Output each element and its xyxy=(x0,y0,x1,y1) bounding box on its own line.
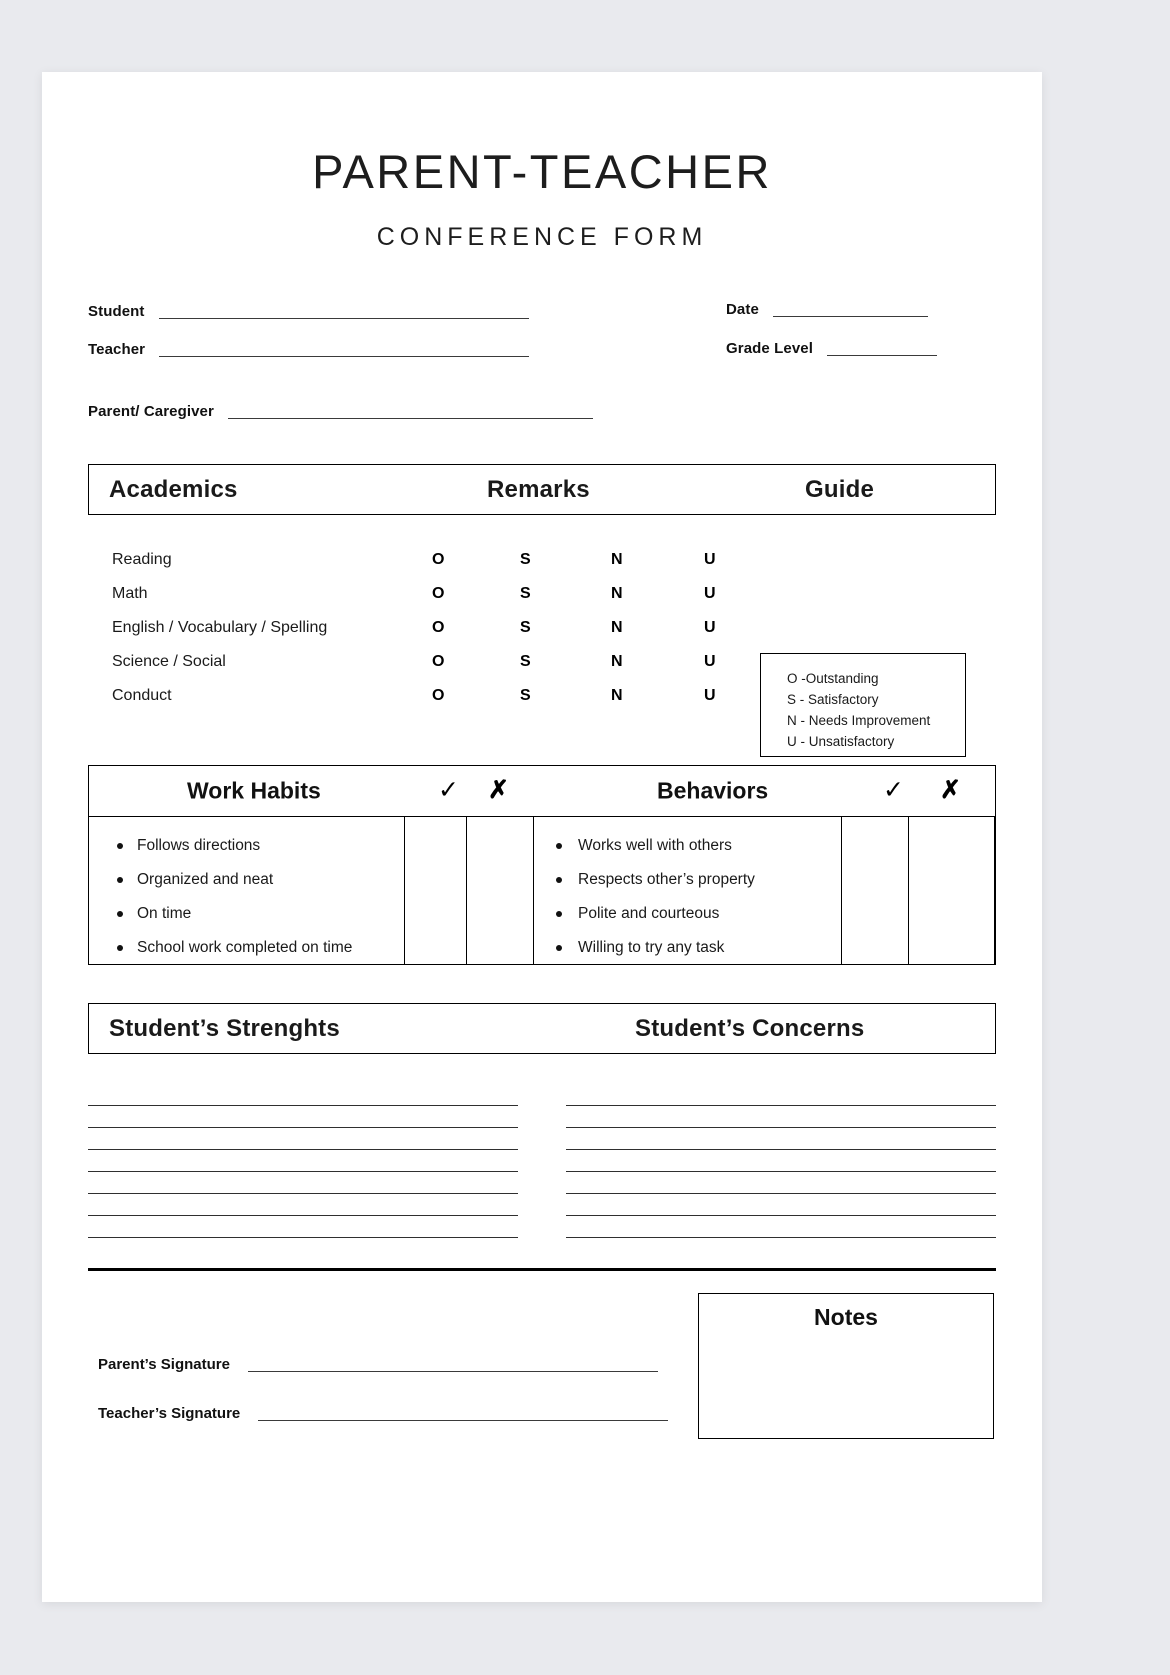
form-page xyxy=(42,72,1042,1602)
guide-legend-item: U - Unsatisfactory xyxy=(787,734,895,749)
academics-row xyxy=(88,543,996,577)
list-item-label: Polite and courteous xyxy=(578,905,720,922)
strengths-concerns-header-bar xyxy=(88,1003,996,1054)
write-line[interactable] xyxy=(88,1172,518,1194)
footer-section xyxy=(88,1271,996,1461)
bullet-icon xyxy=(117,877,123,883)
subject-label: Science / Social xyxy=(112,653,226,670)
write-line[interactable] xyxy=(566,1128,996,1150)
strengths-concerns-writing-area xyxy=(88,1084,996,1238)
field-teacher-label: Teacher xyxy=(88,341,146,358)
list-item-label: On time xyxy=(137,905,192,922)
mark-option-n[interactable]: N xyxy=(611,619,623,636)
guide-legend-box xyxy=(760,653,966,757)
behaviors-list-column xyxy=(534,817,842,964)
mark-option-s[interactable]: S xyxy=(520,653,531,670)
mark-option-s[interactable]: S xyxy=(520,585,531,602)
cross-icon: ✗ xyxy=(488,776,509,804)
mark-option-s[interactable]: S xyxy=(520,687,531,704)
remarks-heading: Remarks xyxy=(487,475,590,503)
work-habits-heading: Work Habits xyxy=(187,777,321,804)
field-student xyxy=(88,304,529,319)
list-item xyxy=(534,829,841,863)
habits-behaviors-section xyxy=(88,765,996,965)
field-date xyxy=(726,302,928,317)
page-title: PARENT-TEACHER xyxy=(312,145,772,198)
work-habits-cross-column[interactable] xyxy=(467,817,534,964)
list-item xyxy=(89,863,404,897)
strengths-concerns-section xyxy=(88,1003,996,1238)
subject-label: Math xyxy=(112,585,148,602)
bullet-icon xyxy=(117,911,123,917)
mark-option-o[interactable]: O xyxy=(432,653,445,670)
page-subtitle: CONFERENCE FORM xyxy=(376,223,708,251)
notes-heading: Notes xyxy=(814,1304,878,1330)
mark-option-u[interactable]: U xyxy=(704,619,716,636)
bullet-icon xyxy=(117,843,123,849)
mark-option-u[interactable]: U xyxy=(704,687,716,704)
field-teacher xyxy=(88,342,529,357)
subject-label: Conduct xyxy=(112,687,172,704)
write-line[interactable] xyxy=(88,1194,518,1216)
field-teacher-input[interactable] xyxy=(159,343,529,357)
work-habits-list xyxy=(89,817,404,965)
strengths-lines xyxy=(88,1084,518,1238)
field-parent-caregiver-input[interactable] xyxy=(228,405,593,419)
field-grade-level-input[interactable] xyxy=(827,342,937,356)
mark-option-n[interactable]: N xyxy=(611,551,623,568)
list-item xyxy=(534,897,841,931)
write-line[interactable] xyxy=(88,1150,518,1172)
behaviors-heading: Behaviors xyxy=(657,777,769,804)
notes-box[interactable] xyxy=(698,1293,994,1439)
field-parent-signature xyxy=(98,1357,658,1372)
mark-option-s[interactable]: S xyxy=(520,551,531,568)
guide-legend-item: S - Satisfactory xyxy=(787,692,879,707)
habits-behaviors-header-bar xyxy=(88,765,996,817)
check-icon: ✓ xyxy=(883,776,904,804)
concerns-heading: Student’s Concerns xyxy=(635,1014,865,1042)
habits-behaviors-body xyxy=(88,817,996,965)
behaviors-list xyxy=(534,817,841,965)
behaviors-check-column[interactable] xyxy=(842,817,909,964)
write-line[interactable] xyxy=(566,1106,996,1128)
list-item-label: Respects other’s property xyxy=(578,871,755,888)
academics-header-bar xyxy=(88,464,996,515)
teacher-signature-input[interactable] xyxy=(258,1408,668,1421)
mark-option-u[interactable]: U xyxy=(704,653,716,670)
field-student-label: Student xyxy=(88,303,145,320)
list-item xyxy=(89,897,404,931)
parent-signature-input[interactable] xyxy=(248,1359,658,1372)
academics-row xyxy=(88,611,996,645)
bullet-icon xyxy=(556,877,562,883)
bullet-icon xyxy=(556,911,562,917)
strengths-heading: Student’s Strenghts xyxy=(109,1014,340,1042)
write-line[interactable] xyxy=(566,1084,996,1106)
bullet-icon xyxy=(556,945,562,951)
list-item xyxy=(534,931,841,965)
list-item-label: Organized and neat xyxy=(137,871,274,888)
list-item xyxy=(89,829,404,863)
academics-section xyxy=(88,464,996,749)
mark-option-n[interactable]: N xyxy=(611,653,623,670)
check-icon: ✓ xyxy=(438,776,459,804)
list-item-label: Works well with others xyxy=(578,837,732,854)
header-fields xyxy=(88,298,996,418)
guide-heading: Guide xyxy=(805,475,875,503)
concerns-lines xyxy=(566,1084,996,1238)
work-habits-list-column xyxy=(89,817,405,964)
write-line[interactable] xyxy=(88,1106,518,1128)
field-grade-level xyxy=(726,341,937,356)
subject-label: English / Vocabulary / Spelling xyxy=(112,619,328,636)
mark-option-o[interactable]: O xyxy=(432,585,445,602)
academics-rows xyxy=(88,543,996,749)
field-date-input[interactable] xyxy=(773,303,928,317)
field-date-label: Date xyxy=(726,301,759,318)
write-line[interactable] xyxy=(566,1194,996,1216)
field-student-input[interactable] xyxy=(159,305,529,319)
mark-option-n[interactable]: N xyxy=(611,687,623,704)
subject-label: Reading xyxy=(112,551,172,568)
write-line[interactable] xyxy=(566,1216,996,1238)
guide-legend-item: O -Outstanding xyxy=(787,671,879,686)
behaviors-cross-column[interactable] xyxy=(909,817,995,964)
parent-signature-label: Parent’s Signature xyxy=(98,1356,230,1373)
academics-row xyxy=(88,577,996,611)
list-item xyxy=(89,931,404,965)
mark-option-n[interactable]: N xyxy=(611,585,623,602)
mark-option-u[interactable]: U xyxy=(704,551,716,568)
mark-option-o[interactable]: O xyxy=(432,687,445,704)
field-grade-level-label: Grade Level xyxy=(726,340,813,357)
work-habits-check-column[interactable] xyxy=(405,817,467,964)
bullet-icon xyxy=(117,945,123,951)
list-item-label: School work completed on time xyxy=(137,939,353,956)
write-line[interactable] xyxy=(566,1172,996,1194)
mark-option-o[interactable]: O xyxy=(432,551,445,568)
cross-icon: ✗ xyxy=(940,776,961,804)
list-item-label: Follows directions xyxy=(137,837,261,854)
mark-option-o[interactable]: O xyxy=(432,619,445,636)
field-parent-caregiver xyxy=(88,404,593,419)
list-item xyxy=(534,863,841,897)
field-teacher-signature xyxy=(98,1406,668,1421)
write-line[interactable] xyxy=(88,1128,518,1150)
write-line[interactable] xyxy=(88,1084,518,1106)
write-line[interactable] xyxy=(88,1216,518,1238)
mark-option-u[interactable]: U xyxy=(704,585,716,602)
field-parent-caregiver-label: Parent/ Caregiver xyxy=(88,403,214,420)
teacher-signature-label: Teacher’s Signature xyxy=(98,1405,241,1422)
mark-option-s[interactable]: S xyxy=(520,619,531,636)
guide-legend-item: N - Needs Improvement xyxy=(787,713,931,728)
bullet-icon xyxy=(556,843,562,849)
list-item-label: Willing to try any task xyxy=(578,939,725,956)
write-line[interactable] xyxy=(566,1150,996,1172)
academics-heading: Academics xyxy=(109,475,238,503)
